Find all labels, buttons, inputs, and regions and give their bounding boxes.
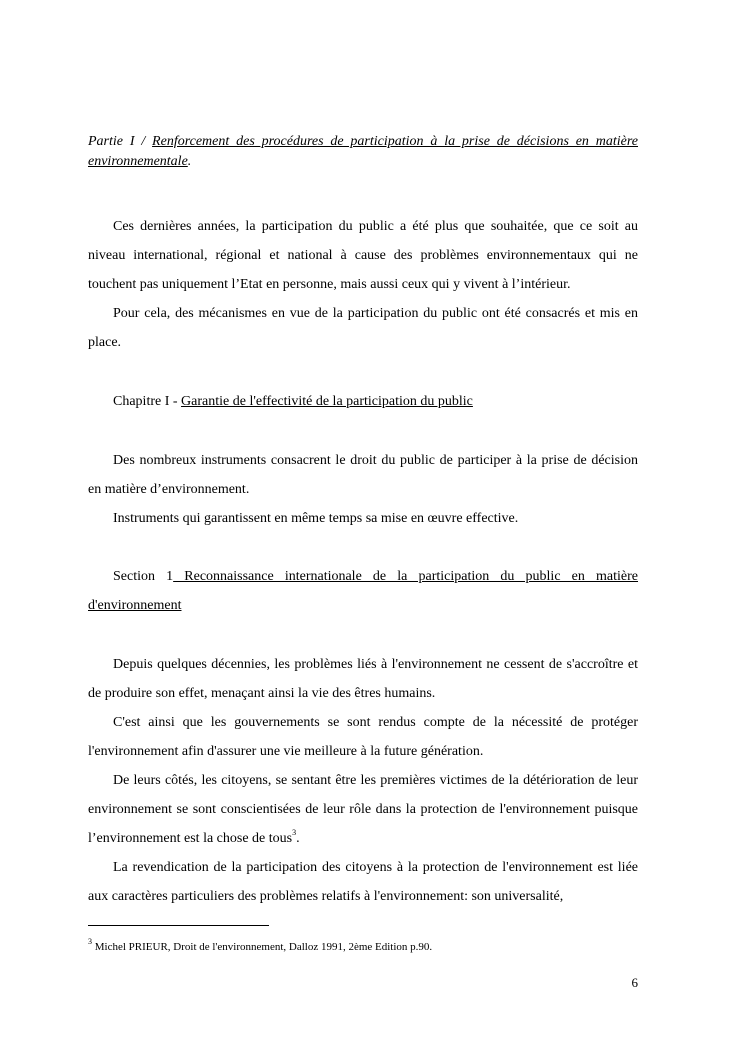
- footnote-number: 3: [88, 937, 92, 947]
- page-number: 6: [631, 975, 638, 990]
- intro-paragraph-2: Pour cela, des mécanismes en vue de la participation du public ont été consacrés et mis en place.: [88, 306, 638, 350]
- footnote-ref-end: .: [296, 831, 300, 846]
- section-paragraph-3: [88, 766, 638, 853]
- part-title-suffix: .: [187, 154, 192, 169]
- part-title-text: Renforcement des procédures de participation à la prise de décisions en matière environnementale: [88, 134, 639, 169]
- intro-block: [88, 212, 638, 357]
- section-paragraph-2: C'est ainsi que les gouvernements se sont rendus compte de la nécessité de protéger l'environnement afin d'assurer une vie meilleure à la future génération.: [88, 715, 638, 759]
- chapter-paragraph-2: Instruments qui garantissent en même temps sa mise en œuvre effective.: [113, 511, 519, 526]
- footnote-reference: 3: [292, 828, 297, 838]
- document-page: [88, 0, 638, 1053]
- section-block: [88, 650, 638, 911]
- chapter-label: Chapitre I -: [113, 394, 182, 409]
- intro-paragraph-1: Ces dernières années, la participation du public a été plus que souhaitée, que ce soit au niveau international, régional et national à cause des problèmes environnementaux qui ne touchent pas uniquement l’Etat en personne, mais aussi ceux qui y vivent à l’intérieur.: [88, 219, 638, 292]
- chapter-block: [88, 446, 638, 533]
- footnote-text: Michel PRIEUR, Droit de l'environnement, Dalloz 1991, 2ème Edition p.90.: [92, 941, 433, 953]
- section-heading: [88, 562, 638, 620]
- chapter-paragraph-1: Des nombreux instruments consacrent le droit du public de participer à la prise de décision en matière d’environnement.: [88, 453, 638, 497]
- section-label: Section 1: [113, 569, 174, 584]
- footnote: [88, 937, 638, 954]
- section-paragraph-1: Depuis quelques décennies, les problèmes liés à l'environnement ne cessent de s'accroître et de produire son effet, menaçant ainsi la vie des êtres humains.: [88, 657, 638, 701]
- section-paragraph-4: La revendication de la participation des citoyens à la protection de l'environnement est liée aux caractères particuliers des problèmes relatifs à l'environnement: son universalité,: [88, 860, 638, 904]
- footnote-separator: [88, 925, 269, 926]
- section-paragraph-3-text: De leurs côtés, les citoyens, se sentant être les premières victimes de la détérioration de leur environnement se sont conscientisées de leur rôle dans la protection de l'environnement puisque l’environnement est la chose de tous: [88, 773, 638, 846]
- part-title: [88, 132, 638, 172]
- part-title-prefix: Partie I /: [88, 134, 153, 149]
- chapter-heading: [88, 387, 638, 416]
- chapter-title: Garantie de l'effectivité de la participation du public: [181, 394, 473, 409]
- section-title: Reconnaissance internationale de la participation du public en matière d'environnement: [88, 569, 639, 613]
